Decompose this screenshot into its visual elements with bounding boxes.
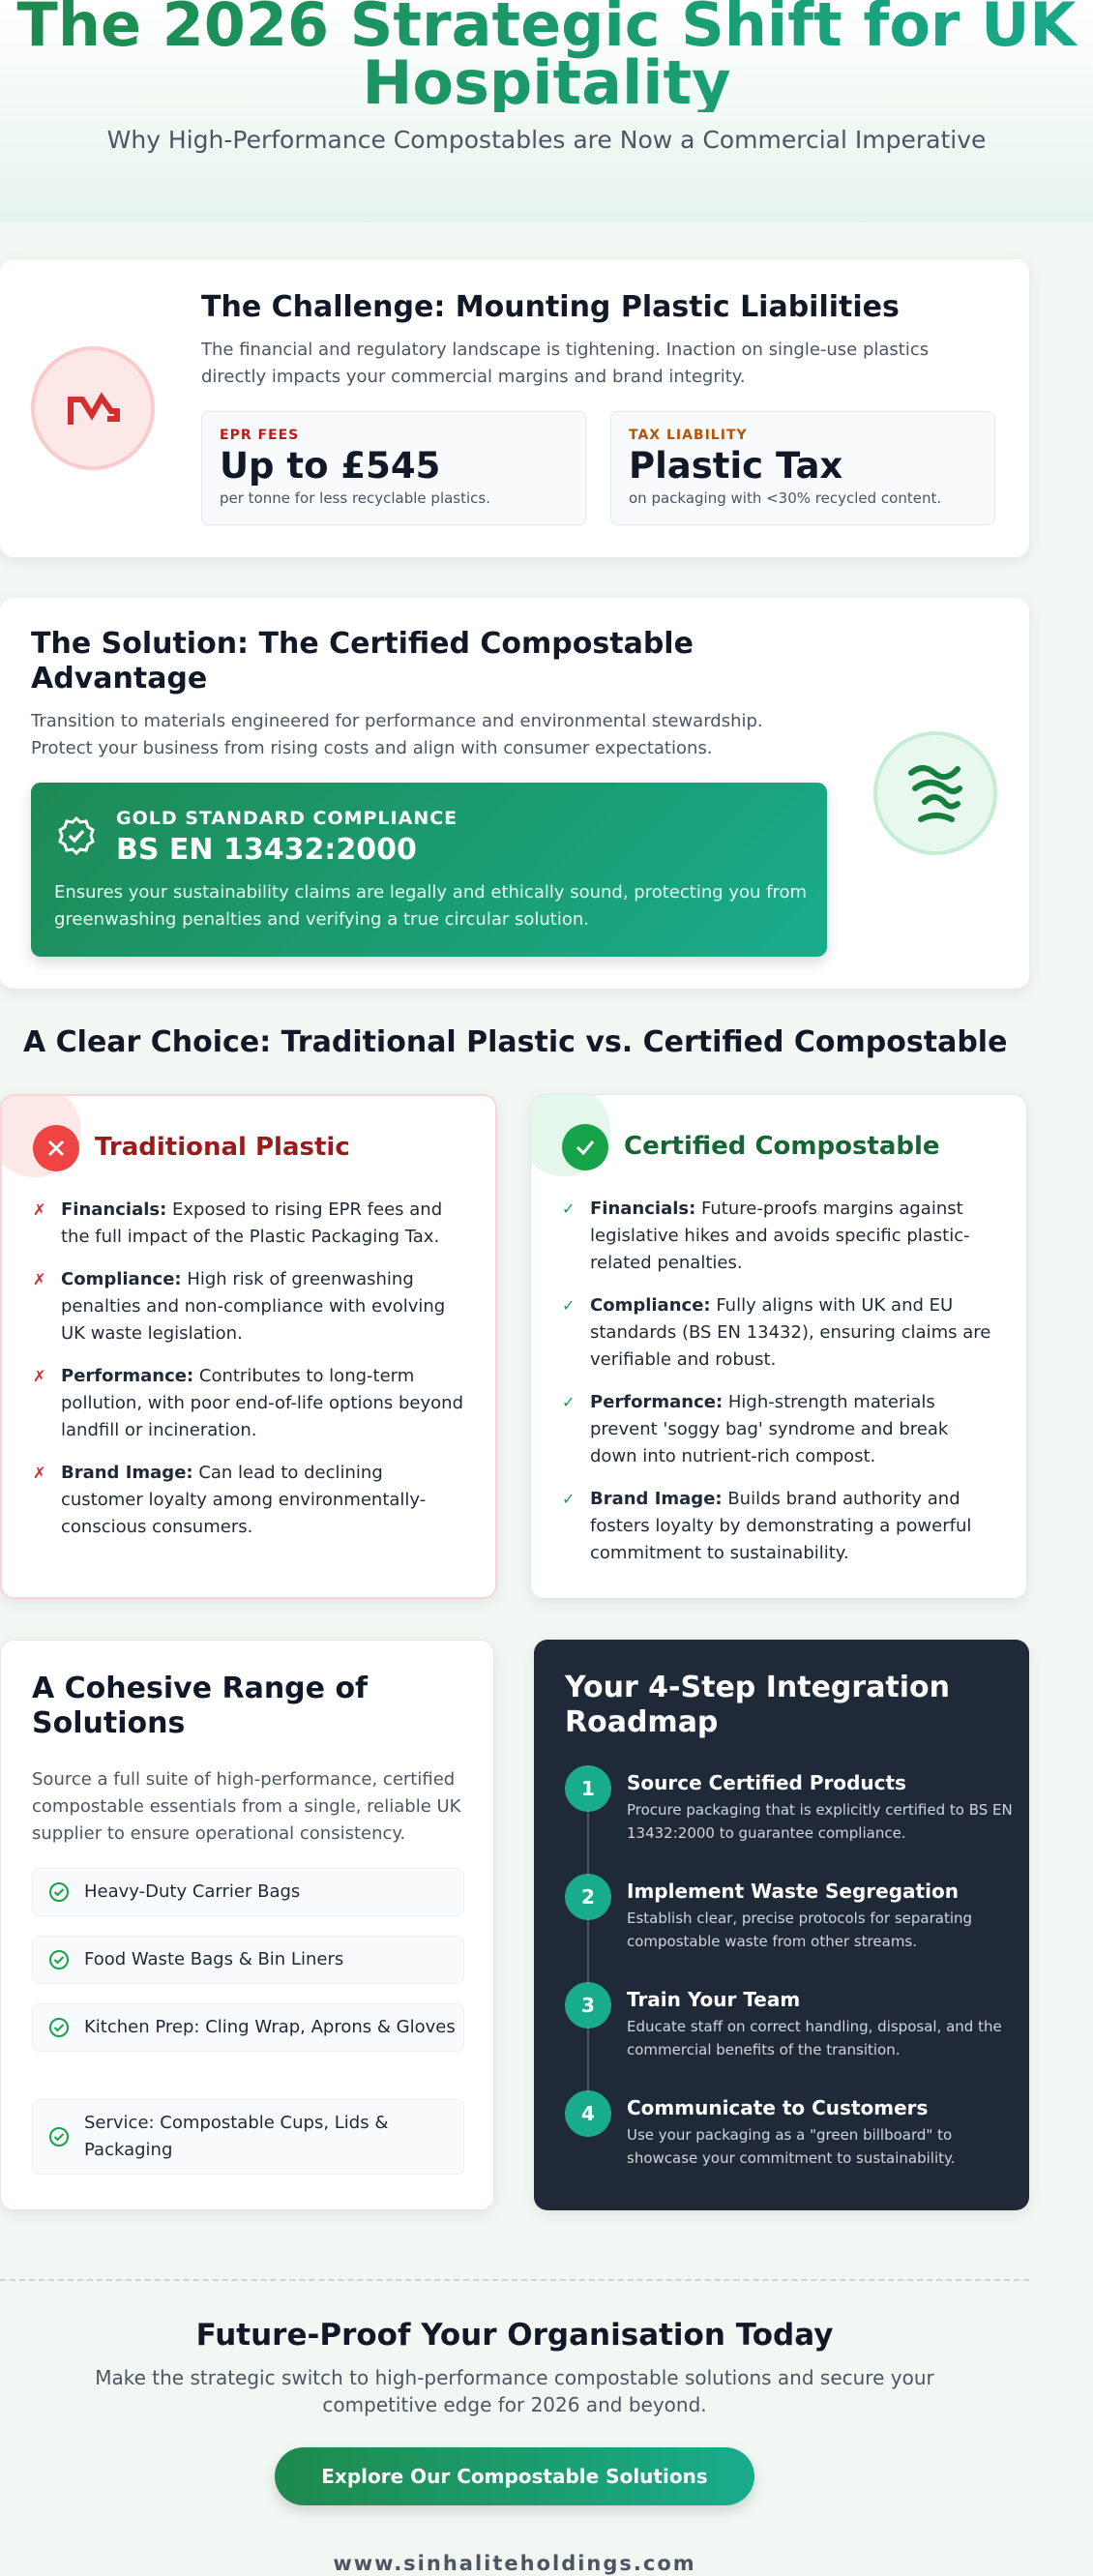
stat-label: TAX LIABILITY xyxy=(629,428,748,443)
step-description: Use your packaging as a "green billboard" to showcase your commitment to sustainability. xyxy=(627,2126,956,2167)
choice-title: A Clear Choice: Traditional Plastic vs. Certified Compostable xyxy=(23,1025,1008,1059)
tax-liability-stat xyxy=(610,411,995,525)
plastic-column xyxy=(0,1094,497,1599)
challenge-title: The Challenge: Mounting Plastic Liabilities xyxy=(201,290,900,324)
compliance-standard: BS EN 13432:2000 xyxy=(116,833,417,867)
solution-title: The Solution: The Certified Compostable Advantage xyxy=(31,627,694,696)
step-connector xyxy=(587,2028,589,2090)
range-description: Source a full suite of high-performance, certified compostable essentials from a single, reliable UK supplier to ensure operational consistency. xyxy=(32,1769,461,1844)
step-description: Procure packaging that is explicitly certified to BS EN 13432:2000 to guarantee compliance. xyxy=(627,1801,1013,1842)
page-subtitle: Why High-Performance Compostables are Now a Commercial Imperative xyxy=(106,126,987,154)
range-card xyxy=(0,1640,494,2210)
section-divider xyxy=(0,2279,1029,2281)
step-title: Train Your Team xyxy=(627,1988,801,2011)
plastic-title: Traditional Plastic xyxy=(95,1133,350,1162)
step-title: Implement Waste Segregation xyxy=(627,1880,959,1903)
cross-icon: ✗ xyxy=(33,1200,46,1219)
list-item: ✓ Financials: Future-proofs margins against legislative hikes and avoids specific plastic-related penalties. xyxy=(562,1196,997,1277)
list-item: ✗ Brand Image: Can lead to declining customer loyalty among environmentally-conscious consumers. xyxy=(33,1460,468,1541)
list-item: ✗ Compliance: High risk of greenwashing penalties and non-compliance with evolving UK waste legislation. xyxy=(33,1266,468,1347)
check-circle-icon xyxy=(48,1881,70,1903)
cross-icon: ✗ xyxy=(33,1464,46,1482)
list-item: ✗ Performance: Contributes to long-term pollution, with poor end-of-life options beyond landfill or incineration. xyxy=(33,1363,468,1444)
stat-sub: on packaging with <30% recycled content. xyxy=(629,489,942,507)
roadmap-title: Your 4-Step Integration Roadmap xyxy=(565,1671,951,1739)
shield-check-icon xyxy=(56,815,97,856)
solution-card xyxy=(0,598,1029,989)
challenge-card xyxy=(0,259,1029,557)
check-icon: ✓ xyxy=(562,1490,576,1508)
range-item: Service: Compostable Cups, Lids & Packaging xyxy=(32,2099,464,2175)
chart-down-icon xyxy=(31,346,155,470)
range-title: A Cohesive Range of Solutions xyxy=(32,1672,369,1740)
step-number: 2 xyxy=(565,1874,611,1920)
roadmap-card xyxy=(534,1640,1029,2210)
step-connector xyxy=(587,1920,589,1982)
stat-label: EPR FEES xyxy=(220,428,300,443)
plastic-list xyxy=(33,1197,468,1556)
footer-description: Make the strategic switch to high-performance compostable solutions and secure your competitive edge for 2026 and beyond. xyxy=(95,2366,934,2416)
range-item: Food Waste Bags & Bin Liners xyxy=(32,1936,464,1984)
list-item: ✓ Performance: High-strength materials prevent 'soggy bag' syndrome and break down into nutrient-rich compost. xyxy=(562,1389,997,1470)
hero-header xyxy=(0,0,1093,222)
compost-column xyxy=(530,1094,1027,1599)
stat-value: Up to £545 xyxy=(220,445,441,487)
step-description: Educate staff on correct handling, disposal, and the commercial benefits of the transition. xyxy=(627,2018,1002,2058)
step-number: 4 xyxy=(565,2090,611,2137)
stat-value: Plastic Tax xyxy=(629,445,843,487)
range-item: Kitchen Prep: Cling Wrap, Aprons & Gloves xyxy=(32,2003,464,2052)
close-icon xyxy=(33,1125,79,1171)
compliance-label: GOLD STANDARD COMPLIANCE xyxy=(116,808,458,829)
step-title: Source Certified Products xyxy=(627,1771,906,1794)
website-link[interactable]: www.sinhaliteholdings.com xyxy=(333,2552,696,2575)
compost-title: Certified Compostable xyxy=(624,1132,940,1161)
check-icon: ✓ xyxy=(562,1296,576,1315)
step-number: 1 xyxy=(565,1765,611,1812)
cross-icon: ✗ xyxy=(33,1270,46,1288)
explore-solutions-button[interactable]: Explore Our Compostable Solutions xyxy=(275,2447,754,2505)
list-item: ✓ Compliance: Fully aligns with UK and EU standards (BS EN 13432), ensuring claims are verifiable and robust. xyxy=(562,1292,997,1374)
epr-fees-stat xyxy=(201,411,586,525)
check-icon: ✓ xyxy=(562,1199,576,1218)
leaf-cycle-icon xyxy=(873,731,997,855)
list-item: ✓ Brand Image: Builds brand authority and fosters loyalty by demonstrating a powerful commitment to sustainability. xyxy=(562,1486,997,1567)
list-item: ✗ Financials: Exposed to rising EPR fees and the full impact of the Plastic Packaging Tax. xyxy=(33,1197,468,1251)
cross-icon: ✗ xyxy=(33,1367,46,1385)
step-title: Communicate to Customers xyxy=(627,2096,929,2119)
compliance-description: Ensures your sustainability claims are legally and ethically sound, protecting you from greenwashing penalties and verifying a true circular solution. xyxy=(54,882,808,930)
check-circle-icon xyxy=(48,1949,70,1970)
check-icon: ✓ xyxy=(562,1393,576,1411)
footer-title: Future-Proof Your Organisation Today xyxy=(195,2318,834,2353)
stat-sub: per tonne for less recyclable plastics. xyxy=(220,489,490,507)
challenge-description: The financial and regulatory landscape is tightening. Inaction on single-use plastics directly impacts your commercial margins and brand integrity. xyxy=(201,340,930,387)
check-circle-icon xyxy=(48,2126,70,2147)
page-title: The 2026 Strategic Shift for UK Hospitality xyxy=(0,0,1093,112)
step-connector xyxy=(587,1812,589,1874)
solution-description: Transition to materials engineered for performance and environmental stewardship. Protect your business from rising costs and align with consumer expectations. xyxy=(31,711,763,758)
compost-list xyxy=(562,1196,997,1583)
step-number: 3 xyxy=(565,1982,611,2028)
step-description: Establish clear, precise protocols for separating compostable waste from other streams. xyxy=(627,1910,973,1950)
check-circle-icon xyxy=(48,2017,70,2038)
check-circle-icon xyxy=(562,1124,608,1170)
compliance-banner xyxy=(31,783,827,957)
range-item: Heavy-Duty Carrier Bags xyxy=(32,1868,464,1916)
